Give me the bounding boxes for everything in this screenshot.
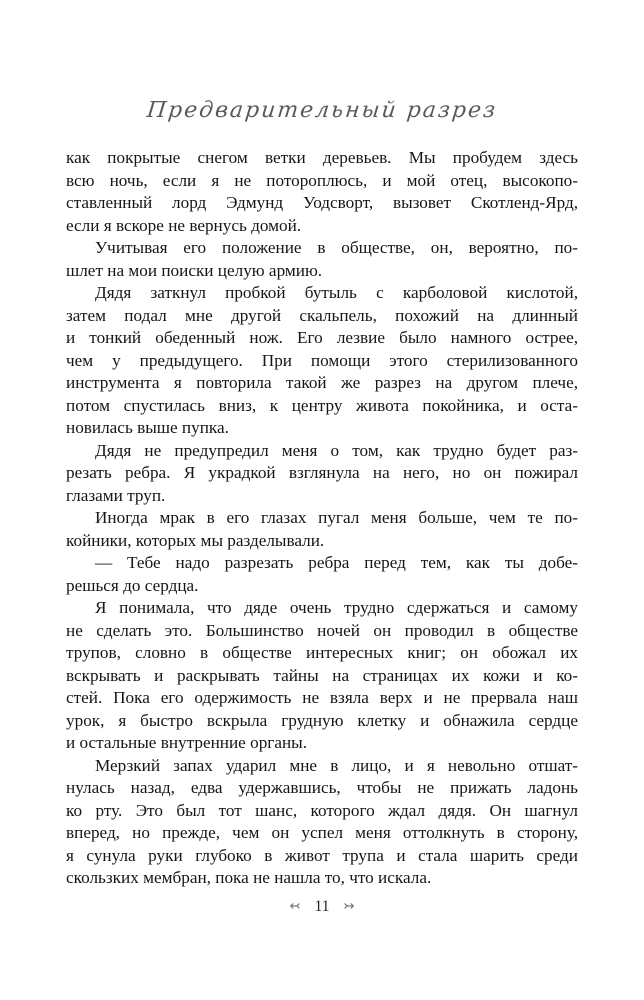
text-line: Мерзкий запах ударил мне в лицо, и я невольно отшат- bbox=[95, 755, 578, 775]
text-line: ставленный лорд Эдмунд Уодсворт, вызовет Скотленд-Ярд, bbox=[66, 193, 578, 212]
text-line: как покрытые снегом ветки деревьев. Мы пробудем здесь bbox=[66, 148, 578, 167]
text-line: вскрывать и раскрывать тайны на страницах их кожи и ко- bbox=[66, 665, 578, 685]
text-line: глазами труп. bbox=[66, 485, 166, 505]
page-footer bbox=[0, 898, 644, 916]
text-line: Дядя заткнул пробкой бутыль с карболовой кислотой, bbox=[95, 283, 578, 302]
text-line: ко рту. Это был тот шанс, которого ждал дядя. Он шагнул bbox=[66, 800, 578, 820]
text-line: резать ребра. Я украдкой взглянула на него, но он пожирал bbox=[66, 463, 578, 482]
text-line: всю ночь, если я не потороплюсь, и мой отец, высокопо- bbox=[66, 170, 578, 190]
text-line: Учитывая его положение в обществе, он, вероятно, по- bbox=[95, 238, 578, 257]
text-line: Я понимала, что дяде очень трудно сдержаться и самому bbox=[95, 598, 578, 617]
text-line: нулась назад, едва удержавшись, чтобы не прижать ладонь bbox=[66, 778, 578, 797]
right-arrow-ornament-icon: ↣ bbox=[343, 899, 355, 914]
chapter-title: Предварительный разрез bbox=[145, 98, 499, 123]
left-arrow-ornament-icon: ↢ bbox=[289, 899, 301, 914]
text-line: решься до сердца. bbox=[66, 575, 199, 595]
text-line: трупов, словно в обществе интересных книг; он обожал их bbox=[66, 643, 578, 662]
text-line: — Тебе надо разрезать ребра перед тем, как ты добе- bbox=[95, 553, 578, 572]
text-line: я сунула руки глубоко в живот трупа и стала шарить среди bbox=[66, 845, 578, 865]
text-line: потом спустилась вниз, к центру живота покойника, и оста- bbox=[66, 395, 578, 415]
text-line: стей. Пока его одержимость не взяла верх и не прервала наш bbox=[66, 688, 578, 707]
text-line: чем у предыдущего. При помощи этого стерилизованного bbox=[66, 350, 578, 370]
text-line: Иногда мрак в его глазах пугал меня больше, чем те по- bbox=[95, 508, 578, 527]
text-line: инструмента я повторила такой же разрез на другом плече, bbox=[66, 373, 578, 392]
text-line: вперед, но прежде, чем он успел меня оттолкнуть в сторону, bbox=[66, 823, 578, 842]
text-block bbox=[66, 147, 578, 890]
text-line: урок, я быстро вскрыла грудную клетку и обнажила сердце bbox=[66, 710, 578, 730]
text-line: койники, которых мы разделывали. bbox=[66, 530, 325, 550]
page-number: 11 bbox=[314, 898, 330, 915]
text-line: скользких мембран, пока не нашла то, что искала. bbox=[66, 868, 432, 887]
text-line: и тонкий обеденный нож. Его лезвие было намного острее, bbox=[66, 328, 578, 347]
text-line: Дядя не предупредил меня о том, как трудно будет раз- bbox=[95, 440, 578, 460]
text-line: если я вскоре не вернусь домой. bbox=[66, 215, 302, 235]
text-line: и остальные внутренние органы. bbox=[66, 733, 308, 752]
text-line: затем подал мне другой скальпель, похожий на длинный bbox=[66, 305, 578, 325]
text-line: не сделать это. Большинство ночей он проводил в обществе bbox=[66, 620, 578, 640]
text-line: новилась выше пупка. bbox=[66, 418, 229, 437]
text-line: шлет на мои поиски целую армию. bbox=[66, 260, 323, 280]
